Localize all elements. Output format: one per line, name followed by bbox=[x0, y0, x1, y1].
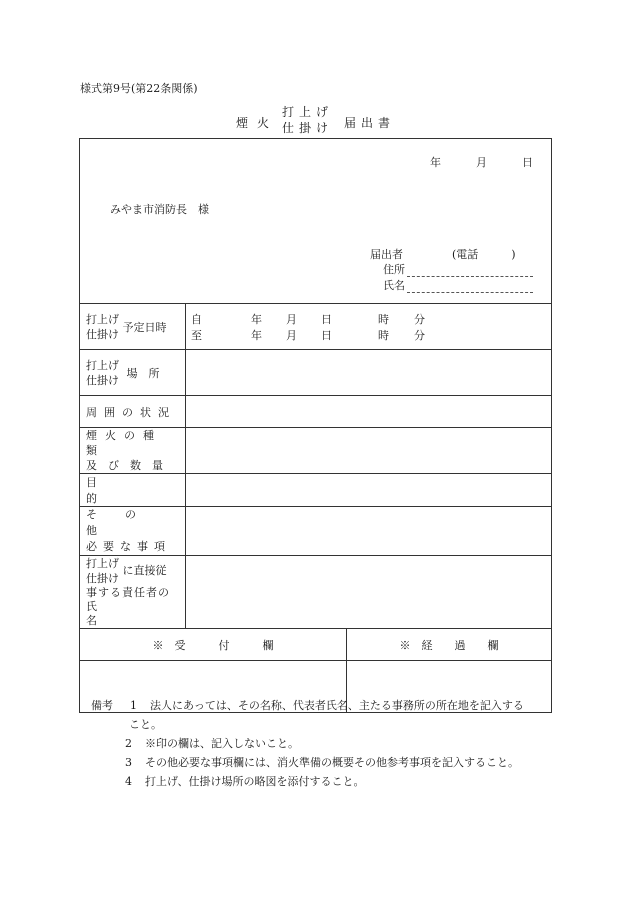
title-stack-top: 打上げ bbox=[282, 105, 334, 119]
phone-label: (電話 ) bbox=[452, 248, 516, 261]
note-num: 3 bbox=[125, 756, 132, 769]
surroundings-label-text: 周囲の状況 bbox=[86, 405, 176, 419]
schedule-row bbox=[80, 304, 552, 350]
notification-form-table bbox=[79, 138, 552, 713]
header-row bbox=[80, 139, 552, 304]
form-number: 様式第9号(第22条関係) bbox=[80, 82, 198, 95]
other-label bbox=[80, 507, 186, 556]
schedule-label-top: 打上げ bbox=[86, 312, 119, 326]
responsible-label-top: 打上げ bbox=[86, 557, 119, 570]
date-year: 年 bbox=[430, 156, 442, 169]
purpose-label-text: 目的 bbox=[86, 476, 163, 505]
note-text: ※印の欄は、記入しないこと。 bbox=[145, 737, 299, 750]
place-value[interactable] bbox=[186, 350, 552, 396]
name-row bbox=[383, 277, 538, 293]
name-label: 氏名 bbox=[383, 279, 405, 292]
responsible-label-side: に直接従 bbox=[122, 564, 167, 577]
responsible-row bbox=[80, 556, 552, 629]
schedule-label-bottom: 仕掛け bbox=[86, 327, 119, 341]
fireworks-label bbox=[80, 428, 186, 474]
to-label: 至 bbox=[191, 329, 202, 342]
to-minute: 分 bbox=[414, 329, 425, 342]
notes-heading: 備考 bbox=[91, 699, 113, 712]
title-stack-bottom: 仕掛け bbox=[282, 121, 334, 135]
from-year: 年 bbox=[251, 313, 262, 326]
fireworks-value[interactable] bbox=[186, 428, 552, 474]
address-field[interactable] bbox=[407, 265, 533, 277]
header-cell bbox=[80, 139, 552, 304]
surroundings-value[interactable] bbox=[186, 396, 552, 428]
purpose-label bbox=[80, 474, 186, 507]
other-label-line1: その他 bbox=[86, 508, 164, 537]
surroundings-row bbox=[80, 396, 552, 428]
responsible-label bbox=[80, 556, 186, 629]
schedule-label-side: 予定日時 bbox=[122, 320, 167, 334]
note-text-cont: こと。 bbox=[129, 718, 162, 731]
reception-header-row bbox=[80, 629, 552, 661]
note-text: 打上げ、仕掛け場所の略図を添付すること。 bbox=[145, 775, 365, 788]
to-day: 日 bbox=[321, 329, 332, 342]
applicant-label: 届出者 bbox=[370, 248, 403, 261]
other-label-line2: 必要な事項 bbox=[86, 540, 171, 553]
place-label-bottom: 仕掛け bbox=[86, 373, 119, 387]
from-label: 自 bbox=[191, 313, 202, 326]
note-num: 1 bbox=[130, 699, 137, 712]
place-label-top: 打上げ bbox=[86, 358, 119, 372]
schedule-label bbox=[80, 304, 186, 350]
to-month: 月 bbox=[286, 329, 297, 342]
fireworks-label-line2: 及び数量 bbox=[86, 459, 174, 472]
title-stack bbox=[282, 104, 333, 136]
to-year: 年 bbox=[251, 329, 262, 342]
responsible-value[interactable] bbox=[186, 556, 552, 629]
surroundings-label bbox=[80, 396, 186, 428]
date-line bbox=[430, 154, 533, 170]
title-part2: 届出書 bbox=[344, 116, 396, 130]
note-item bbox=[91, 772, 524, 791]
date-day: 日 bbox=[522, 156, 534, 169]
address-label: 住所 bbox=[383, 263, 405, 276]
purpose-row bbox=[80, 474, 552, 507]
note-item bbox=[91, 696, 524, 715]
notes bbox=[91, 696, 524, 791]
title-part1: 煙火 bbox=[236, 116, 279, 130]
note-item bbox=[91, 753, 524, 772]
from-day: 日 bbox=[321, 313, 332, 326]
address-row bbox=[383, 261, 538, 277]
other-row bbox=[80, 507, 552, 556]
reception-header: ※ 受 付 欄 bbox=[80, 629, 347, 661]
addressee: みやま市消防長 様 bbox=[110, 203, 209, 216]
applicant-line bbox=[370, 246, 516, 262]
from-hour: 時 bbox=[378, 313, 389, 326]
note-num: 4 bbox=[125, 775, 132, 788]
fireworks-label-line1: 煙火の種類 bbox=[86, 429, 162, 457]
place-row bbox=[80, 350, 552, 396]
fireworks-row bbox=[80, 428, 552, 474]
from-minute: 分 bbox=[414, 313, 425, 326]
to-hour: 時 bbox=[378, 329, 389, 342]
schedule-value[interactable] bbox=[186, 304, 552, 350]
progress-header: ※ 経 過 欄 bbox=[347, 629, 552, 661]
responsible-label-line4: 氏名 bbox=[86, 600, 165, 627]
note-text: その他必要な事項欄には、消火準備の概要その他参考事項を記入すること。 bbox=[145, 756, 519, 769]
from-month: 月 bbox=[286, 313, 297, 326]
place-label bbox=[80, 350, 186, 396]
other-value[interactable] bbox=[186, 507, 552, 556]
date-month: 月 bbox=[476, 156, 488, 169]
purpose-value[interactable] bbox=[186, 474, 552, 507]
note-text: 法人にあっては、その名称、代表者氏名、主たる事務所の所在地を記入する bbox=[150, 699, 524, 712]
note-item-cont bbox=[91, 715, 524, 734]
document-title bbox=[0, 105, 630, 137]
name-field[interactable] bbox=[407, 281, 533, 293]
note-item bbox=[91, 734, 524, 753]
responsible-label-line3: 事する責任者の bbox=[86, 586, 170, 599]
responsible-label-bottom: 仕掛け bbox=[86, 572, 119, 585]
place-label-side: 場 所 bbox=[126, 366, 160, 380]
note-num: 2 bbox=[125, 737, 132, 750]
